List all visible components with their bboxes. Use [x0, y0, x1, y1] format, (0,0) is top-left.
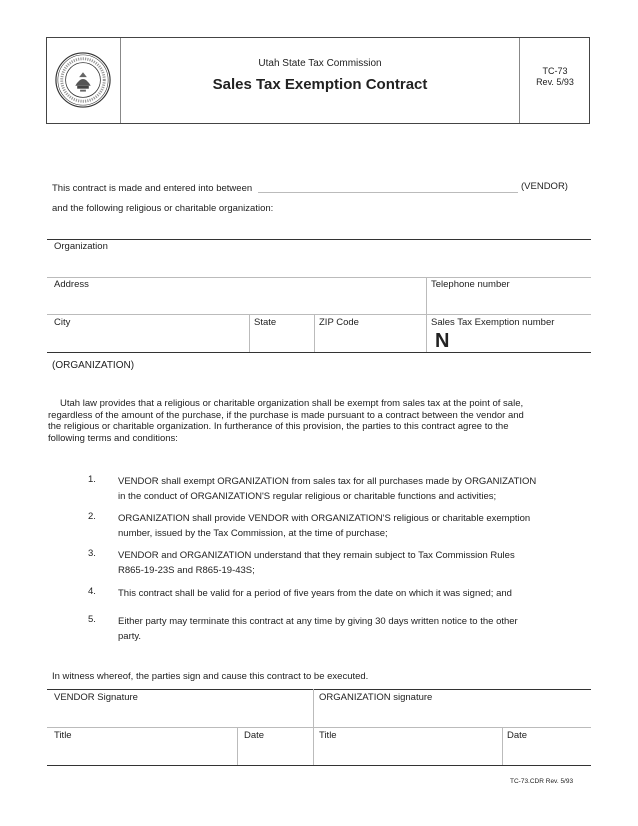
form-number: TC-73: [542, 66, 568, 76]
form-title: Sales Tax Exemption Contract: [212, 76, 428, 93]
zip-label: ZIP Code: [319, 317, 359, 328]
field-divider: [47, 314, 591, 315]
vendor-signature-field[interactable]: VENDOR Signature: [54, 692, 138, 703]
organization-signature-field[interactable]: ORGANIZATION signature: [319, 692, 433, 703]
witness-statement: In witness whereof, the parties sign and cause this contract to be executed.: [52, 671, 369, 682]
state-label: State: [254, 317, 277, 328]
telephone-label: Telephone number: [431, 279, 510, 290]
field-bottom-rule: [47, 352, 591, 353]
intro-line-2: and the following religious or charitable organization:: [52, 203, 274, 214]
state-seal-icon: [54, 51, 112, 109]
exemption-prefix: N: [435, 330, 450, 352]
field-divider: [47, 277, 591, 278]
term-number: 3.: [88, 548, 96, 559]
term-text: VENDOR and ORGANIZATION understand that they remain subject to Tax Commission Rules R865-19-23S and R865-19-43S;: [118, 550, 515, 576]
term-text: Either party may terminate this contract at any time by giving 30 days written notice to the other party.: [118, 616, 518, 642]
term-text: VENDOR shall exempt ORGANIZATION from sales tax for all purchases made by ORGANIZATION in the conduct of ORGANIZATION'S regular religious or charitable functions and activities;: [118, 476, 537, 502]
term-number: 1.: [88, 474, 96, 485]
signature-top-rule: [47, 689, 591, 690]
signature-col-divider: [237, 727, 238, 765]
term-number: 5.: [88, 614, 96, 625]
vendor-label: (VENDOR): [521, 181, 568, 192]
field-col-divider: [314, 314, 315, 352]
organization-title-field[interactable]: Title: [319, 730, 337, 741]
term-text: This contract shall be valid for a period of five years from the date on which it was signed; and: [118, 588, 512, 599]
organization-date-field[interactable]: Date: [507, 730, 528, 741]
signature-divider: [47, 727, 591, 728]
term-text: ORGANIZATION shall provide VENDOR with ORGANIZATION'S religious or charitable exemption number, issued by the Tax Commission, at the time of purchase;: [118, 513, 531, 539]
form-header: [46, 37, 590, 124]
signature-col-divider: [502, 727, 503, 765]
address-label: Address: [54, 279, 89, 290]
form-revision: Rev. 5/93: [536, 77, 574, 87]
field-top-rule: [47, 239, 591, 240]
field-col-divider: [249, 314, 250, 352]
vendor-title-field[interactable]: Title: [54, 730, 72, 741]
signature-bottom-rule: [47, 765, 591, 766]
term-number: 4.: [88, 586, 96, 597]
term-number: 2.: [88, 511, 96, 522]
organization-label: Organization: [54, 241, 108, 252]
form-number-block: [520, 66, 590, 88]
intro-line-1: This contract is made and entered into between: [52, 183, 253, 194]
city-label: City: [54, 317, 71, 328]
vendor-date-field[interactable]: Date: [244, 730, 265, 741]
body-paragraph: Utah law provides that a religious or charitable organization shall be exempt from sales tax at the point of sale, regardless of the amount of the purchase, if the purchase is made pursuant to a contract between the vendor and the religious or charitable organization. In furtherance of this provision, the parties to this contract agree to the following terms and conditions:: [48, 398, 524, 444]
organization-caption: (ORGANIZATION): [52, 360, 135, 371]
vendor-name-field[interactable]: [258, 192, 518, 193]
footer-code: TC-73.CDR Rev. 5/93: [510, 778, 574, 785]
exemption-number-label: Sales Tax Exemption number: [431, 317, 555, 328]
agency-name: Utah State Tax Commission: [258, 58, 382, 69]
